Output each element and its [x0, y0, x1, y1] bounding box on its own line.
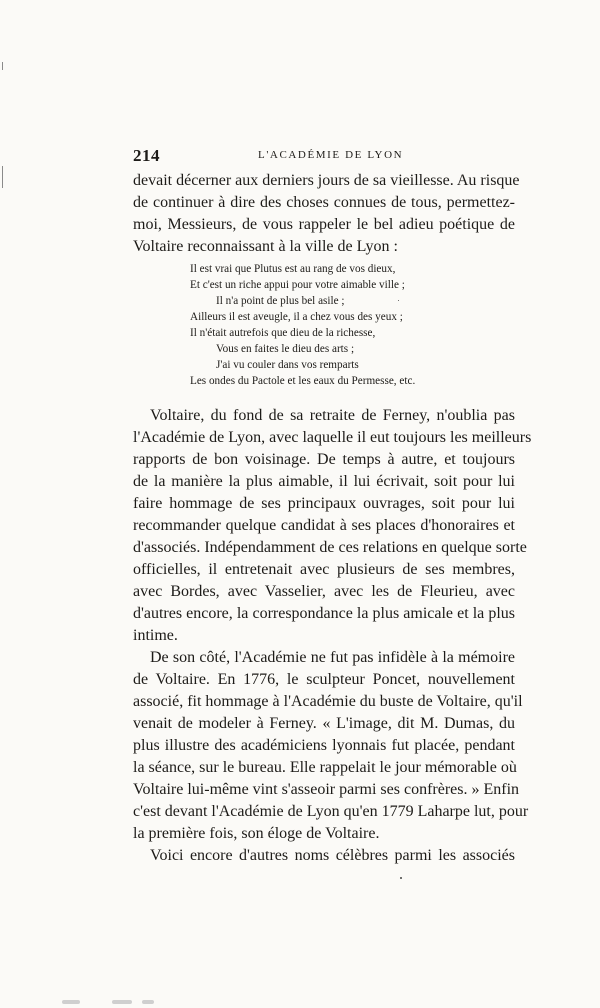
- text-line: De son côté, l'Académie ne fut pas infidèle à la mémoire: [150, 649, 515, 666]
- text-line: d'associés. Indépendamment de ces relations en quelque sorte: [133, 539, 527, 556]
- verse-line: Vous en faites le dieu des arts ;: [216, 343, 355, 355]
- text-line: de continuer à dire des choses connues de tous, permettez-: [133, 194, 515, 211]
- text-line: Voltaire, du fond de sa retraite de Ferney, n'oublia pas: [150, 407, 515, 424]
- text-line: Voltaire lui-même vint s'asseoir parmi ses confrères. » Enfin: [133, 781, 520, 798]
- verse-line: Il est vrai que Plutus est au rang de vos dieux,: [190, 263, 396, 275]
- scan-edge-mark: [2, 166, 3, 188]
- scan-edge-mark: [2, 62, 3, 70]
- text-line: associé, fit hommage à l'Académie du buste de Voltaire, qu'il: [133, 693, 523, 710]
- verse-line: Il n'a point de plus bel asile ;: [216, 295, 345, 307]
- scan-bottom-mark: [62, 1000, 80, 1004]
- text-line: de Voltaire. En 1776, le sculpteur Poncet, nouvellement: [133, 671, 515, 688]
- scan-bottom-mark: [142, 1000, 154, 1004]
- scan-bottom-mark: [112, 1000, 132, 1004]
- text-line: intime.: [133, 627, 178, 644]
- text-line: devait décerner aux derniers jours de sa vieillesse. Au risque: [133, 172, 520, 189]
- verse-line: J'ai vu couler dans vos remparts: [216, 359, 359, 371]
- text-line: la première fois, son éloge de Voltaire.: [133, 825, 380, 842]
- verse-line: Les ondes du Pactole et les eaux du Permesse, etc.: [190, 375, 416, 387]
- text-line: Voici encore d'autres noms célèbres parmi les associés: [150, 847, 515, 864]
- text-line: l'Académie de Lyon, avec laquelle il eut toujours les meilleurs: [133, 429, 532, 446]
- page-header: [133, 146, 515, 166]
- text-line: faire hommage de ses principaux ouvrages, soit pour lui: [133, 495, 515, 512]
- text-line: venait de modeler à Ferney. « L'image, dit M. Dumas, du: [133, 715, 515, 732]
- text-line: officielles, il entretenait avec plusieurs de ses membres,: [133, 561, 515, 578]
- page-number: 214: [133, 146, 160, 165]
- text-line: rapports de bon voisinage. De temps à autre, et toujours: [133, 451, 515, 468]
- verse-line: Ailleurs il est aveugle, il a chez vous des yeux ;: [190, 311, 403, 323]
- verse-line: Il n'était autrefois que dieu de la richesse,: [190, 327, 376, 339]
- text-line: moi, Messieurs, de vous rappeler le bel adieu poétique de: [133, 216, 515, 233]
- text-line: recommander quelque candidat à ses places d'honoraires et: [133, 517, 515, 534]
- verse-line: Et c'est un riche appui pour votre aimable ville ;: [190, 279, 405, 291]
- text-line: plus illustre des académiciens lyonnais fut placée, pendant: [133, 737, 515, 754]
- running-title: L'ACADÉMIE DE LYON: [258, 149, 404, 161]
- text-line: c'est devant l'Académie de Lyon qu'en 1779 Laharpe lut, pour: [133, 803, 529, 820]
- text-line: Voltaire reconnaissant à la ville de Lyon :: [133, 238, 398, 255]
- ink-speck: [398, 300, 399, 301]
- text-line: la séance, sur le bureau. Elle rappelait le jour mémorable où: [133, 759, 517, 776]
- text-line: de la manière la plus aimable, il lui écrivait, soit pour lui: [133, 473, 515, 490]
- ink-speck: [400, 877, 402, 879]
- text-line: d'autres encore, la correspondance la plus amicale et la plus: [133, 605, 515, 622]
- text-line: avec Bordes, avec Vasselier, avec les de Fleurieu, avec: [133, 583, 515, 600]
